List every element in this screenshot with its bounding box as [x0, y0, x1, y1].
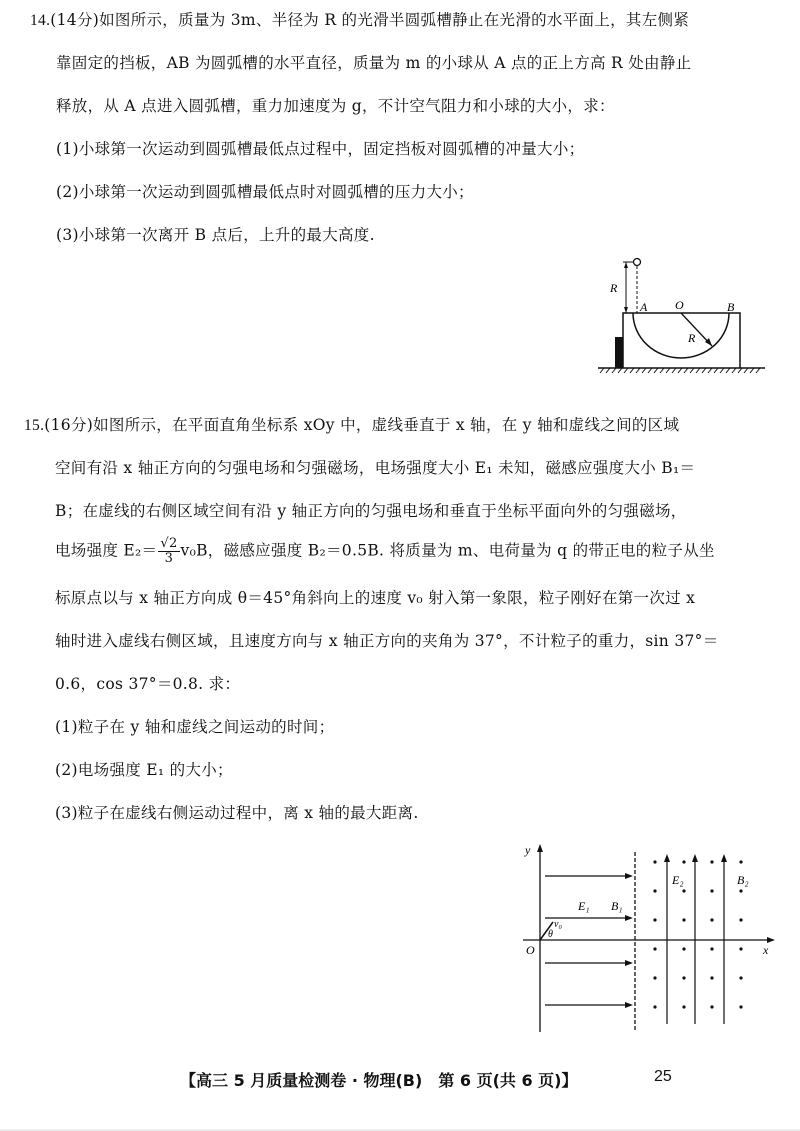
label-height-r: R	[610, 281, 618, 295]
q15-stem-text-1: 如图所示，在平面直角坐标系 xOy 中，虚线垂直于 x 轴，在 y 轴和虚线之间的区域	[93, 416, 680, 434]
label-b: B	[727, 300, 735, 314]
q15-stem-line-5: 标原点以与 x 轴正方向成 θ＝45°角斜向上的速度 v₀ 射入第一象限，粒子刚好在第一次过 x	[55, 589, 696, 607]
ball	[634, 259, 641, 266]
q15-stem-line-3: B；在虚线的右侧区域空间有沿 y 轴正方向的匀强电场和垂直于坐标平面向外的匀强磁场，	[55, 502, 687, 520]
semicircle-groove	[633, 313, 729, 358]
q15-stem-text-4: v₀B，磁感应强度 B₂＝0.5B. 将质量为 m、电荷量为 q 的带正电的粒子从坐	[180, 541, 715, 560]
page-footer-title: 【高三 5 月质量检测卷 · 物理(B) 第 6 页(共 6 页)】	[180, 1071, 578, 1090]
q15-subquestion-3: (3)粒子在虚线右侧运动过程中，离 x 轴的最大距离.	[55, 804, 419, 822]
label-radius-r: R	[688, 331, 696, 345]
q14-subquestion-3: (3)小球第一次离开 B 点后，上升的最大高度.	[56, 226, 375, 244]
label-y: y	[525, 843, 531, 857]
q14-number: 14.	[30, 12, 51, 29]
q15-stem-line-6: 轴时进入虚线右侧区域，且速度方向与 x 轴正方向的夹角为 37°，不计粒子的重力，sin 37°＝	[55, 632, 719, 650]
q14-stem-text-1: 如图所示，质量为 3m、半径为 R 的光滑半圆弧槽静止在光滑的水平面上，其左侧紧	[99, 11, 690, 29]
fraction-numerator: √2	[160, 536, 178, 551]
q14-score: (14分)	[50, 11, 100, 29]
label-e2: E₂	[672, 873, 684, 887]
q15-stem-line-2: 空间有沿 x 轴正方向的匀强电场和匀强磁场，电场强度大小 E₁ 未知，磁感应强度大小 B₁＝	[55, 459, 696, 477]
page-code: 25	[654, 1068, 672, 1085]
label-v0: v₀	[554, 919, 562, 930]
q15-number: 15.	[24, 417, 45, 434]
fraction-denominator: 3	[164, 551, 174, 566]
q15-stem-line-1	[24, 413, 679, 435]
y-axis-arrowhead	[537, 844, 543, 852]
q15-stem-line-4	[55, 537, 715, 566]
label-o: O	[675, 298, 684, 312]
q15-score: (16分)	[44, 416, 94, 434]
q14-stem-line-3: 释放，从 A 点进入圆弧槽，重力加速度为 g，不计空气阻力和小球的大小，求：	[56, 97, 615, 115]
label-x: x	[763, 943, 769, 957]
q15-subquestion-1: (1)粒子在 y 轴和虚线之间运动的时间；	[55, 718, 335, 736]
q14-stem-line-1	[30, 8, 689, 30]
q14-figure	[590, 250, 770, 375]
label-b1: B₁	[611, 899, 623, 913]
label-e1: E₁	[578, 899, 590, 913]
q15-e2-label: 电场强度 E₂＝	[55, 541, 158, 560]
label-theta: θ	[548, 929, 553, 940]
q15-subquestion-2: (2)电场强度 E₁ 的大小；	[55, 761, 233, 779]
q14-stem-line-2: 靠固定的挡板，AB 为圆弧槽的水平直径，质量为 m 的小球从 A 点的正上方高 R 处由静止	[56, 54, 692, 72]
trough-block	[623, 313, 740, 368]
fixed-baffle	[615, 337, 623, 368]
q15-stem-line-7: 0.6，cos 37°＝0.8. 求：	[55, 675, 241, 693]
label-b2: B₂	[737, 873, 749, 887]
fraction-sqrt2-over-3	[158, 537, 179, 566]
label-a: A	[640, 300, 648, 314]
q14-subquestion-1: (1)小球第一次运动到圆弧槽最低点过程中，固定挡板对圆弧槽的冲量大小；	[56, 140, 585, 158]
label-origin: O	[526, 943, 535, 957]
q15-figure	[515, 840, 780, 1040]
q14-subquestion-2: (2)小球第一次运动到圆弧槽最低点时对圆弧槽的压力大小；	[56, 183, 474, 201]
